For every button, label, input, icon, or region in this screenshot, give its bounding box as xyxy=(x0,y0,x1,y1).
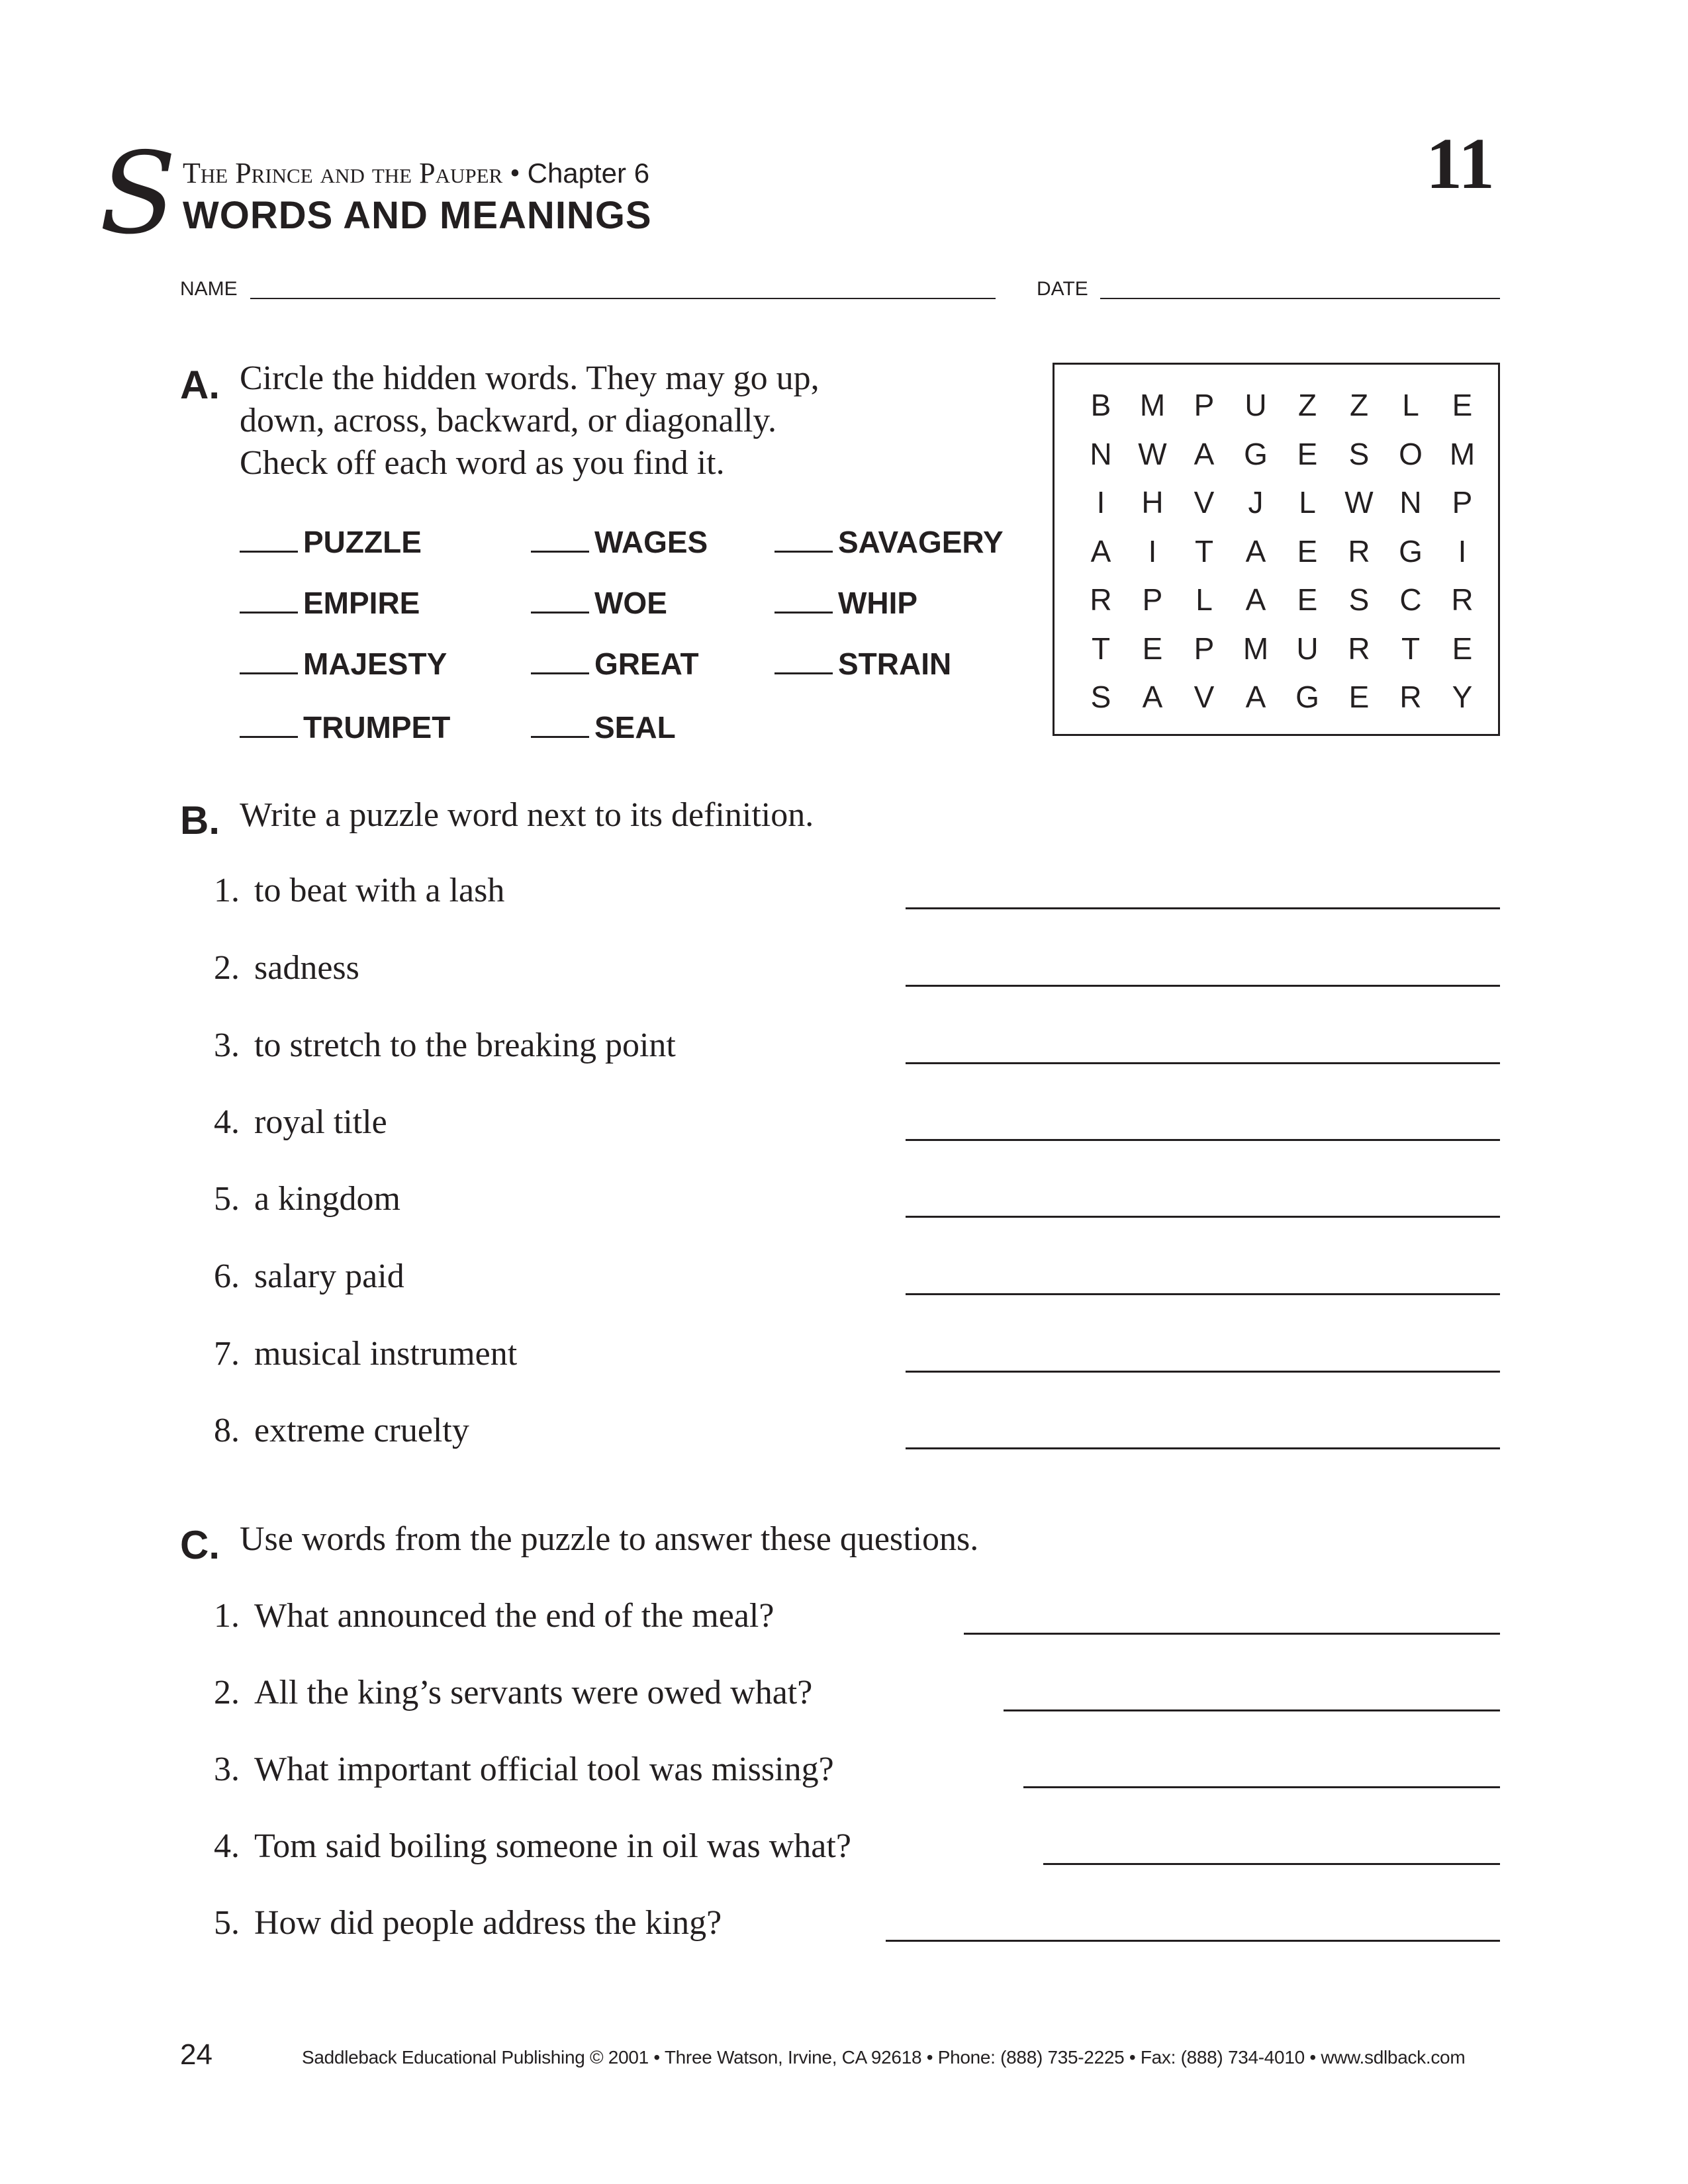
puzzle-letter[interactable]: P xyxy=(1194,388,1215,422)
puzzle-letter[interactable]: A xyxy=(1245,533,1266,569)
section-c-letter: C. xyxy=(180,1523,220,1567)
word-checkbox-empire[interactable]: EMPIRE xyxy=(240,588,420,618)
puzzle-letter[interactable]: E xyxy=(1452,388,1473,422)
question-answer-line[interactable] xyxy=(1023,1784,1500,1788)
series-heading xyxy=(183,156,649,190)
puzzle-letter[interactable]: W xyxy=(1344,485,1374,520)
definition-item: 7. musical instrument xyxy=(214,1335,518,1373)
puzzle-letter[interactable]: G xyxy=(1399,533,1423,569)
question-answer-line[interactable] xyxy=(1043,1861,1500,1865)
puzzle-letter[interactable]: A xyxy=(1245,582,1266,617)
question-answer-line[interactable] xyxy=(886,1938,1500,1942)
puzzle-letter[interactable]: S xyxy=(1348,582,1370,617)
word-checkbox-puzzle[interactable]: PUZZLE xyxy=(240,527,422,557)
puzzle-letter[interactable]: R xyxy=(1451,582,1474,617)
puzzle-letter[interactable]: U xyxy=(1296,631,1319,666)
definition-answer-line[interactable] xyxy=(906,905,1500,909)
worksheet-title: WORDS AND MEANINGS xyxy=(183,194,652,237)
puzzle-letter[interactable]: A xyxy=(1245,680,1266,714)
definition-answer-line[interactable] xyxy=(906,1137,1500,1141)
section-a-instructions xyxy=(240,357,820,484)
puzzle-letter[interactable]: Z xyxy=(1349,388,1369,422)
puzzle-letter[interactable]: E xyxy=(1452,631,1473,666)
definition-item: 6. salary paid xyxy=(214,1257,404,1295)
puzzle-letter[interactable]: R xyxy=(1090,582,1112,617)
word-checkbox-wages[interactable]: WAGES xyxy=(531,527,708,557)
book-title: The Prince and the Pauper xyxy=(183,157,503,189)
puzzle-letter[interactable]: R xyxy=(1348,533,1370,569)
puzzle-letter[interactable]: M xyxy=(1139,388,1166,422)
definition-answer-line[interactable] xyxy=(906,983,1500,987)
puzzle-letter[interactable]: E xyxy=(1142,631,1163,666)
date-field[interactable] xyxy=(1100,296,1500,299)
definition-answer-line[interactable] xyxy=(906,1291,1500,1295)
word-checkbox-savagery[interactable]: SAVAGERY xyxy=(774,527,1004,557)
puzzle-letter[interactable]: Y xyxy=(1452,680,1473,714)
section-a-letter: A. xyxy=(180,363,220,407)
section-b-letter: B. xyxy=(180,798,220,842)
word-checkbox-majesty[interactable]: MAJESTY xyxy=(240,649,447,679)
question-item: 2. All the king’s servants were owed what? xyxy=(214,1674,813,1711)
puzzle-letter[interactable]: E xyxy=(1297,533,1318,569)
definition-item: 5. a kingdom xyxy=(214,1180,400,1218)
puzzle-letter[interactable]: S xyxy=(1090,680,1111,714)
puzzle-letter[interactable]: M xyxy=(1449,436,1476,471)
definition-answer-line[interactable] xyxy=(906,1445,1500,1449)
puzzle-letter[interactable]: G xyxy=(1295,680,1319,714)
section-c-instructions: Use words from the puzzle to answer these questions. xyxy=(240,1520,979,1558)
word-checkbox-great[interactable]: GREAT xyxy=(531,649,699,679)
puzzle-letter[interactable]: L xyxy=(1196,582,1213,617)
puzzle-letter[interactable]: I xyxy=(1096,485,1105,520)
puzzle-letter[interactable]: A xyxy=(1142,680,1163,714)
puzzle-letter[interactable]: G xyxy=(1244,436,1268,471)
question-item: 5. How did people address the king? xyxy=(214,1904,722,1942)
publisher-logo: S xyxy=(99,128,177,259)
publisher-info: Saddleback Educational Publishing © 2001 • Three Watson, Irvine, CA 92618 • Phone: (888) 735-2225 • Fax: (888) 734-4010 • www.sdlback.com xyxy=(302,2047,1466,2068)
puzzle-letter[interactable]: M xyxy=(1243,631,1269,666)
definition-answer-line[interactable] xyxy=(906,1060,1500,1064)
puzzle-letter[interactable]: A xyxy=(1194,436,1215,471)
puzzle-letter[interactable]: C xyxy=(1399,582,1422,617)
instruction-line: Circle the hidden words. They may go up, xyxy=(240,359,820,397)
puzzle-letter[interactable]: P xyxy=(1452,485,1473,520)
page-number: 24 xyxy=(180,2038,212,2071)
title-separator: • xyxy=(510,157,520,189)
puzzle-letter[interactable]: O xyxy=(1399,436,1423,471)
word-checkbox-whip[interactable]: WHIP xyxy=(774,588,917,618)
puzzle-letter[interactable]: I xyxy=(1458,533,1467,569)
puzzle-letter[interactable]: Z xyxy=(1297,388,1317,422)
question-item: 4. Tom said boiling someone in oil was what? xyxy=(214,1827,851,1865)
name-label: NAME xyxy=(180,278,238,300)
question-item: 1. What announced the end of the meal? xyxy=(214,1597,774,1635)
puzzle-letter[interactable]: T xyxy=(1194,533,1214,569)
puzzle-letter[interactable]: N xyxy=(1090,436,1112,471)
question-item: 3. What important official tool was missing? xyxy=(214,1751,834,1788)
puzzle-letter[interactable]: A xyxy=(1090,533,1111,569)
question-answer-line[interactable] xyxy=(964,1631,1500,1635)
word-checkbox-woe[interactable]: WOE xyxy=(531,588,667,618)
worksheet-number: 11 xyxy=(1426,123,1495,204)
puzzle-letter[interactable]: R xyxy=(1399,680,1422,714)
puzzle-letter[interactable]: U xyxy=(1244,388,1267,422)
definition-item: 4. royal title xyxy=(214,1103,387,1141)
definition-item: 8. extreme cruelty xyxy=(214,1412,469,1449)
puzzle-letter[interactable]: E xyxy=(1297,436,1318,471)
puzzle-letter[interactable]: V xyxy=(1194,680,1215,714)
section-b-instructions: Write a puzzle word next to its definition. xyxy=(240,796,814,834)
puzzle-letter[interactable]: W xyxy=(1138,436,1167,471)
instruction-line: down, across, backward, or diagonally. xyxy=(240,402,777,439)
puzzle-letter[interactable]: P xyxy=(1142,582,1163,617)
puzzle-letter[interactable]: V xyxy=(1194,485,1215,520)
chapter-label: Chapter 6 xyxy=(527,158,650,189)
instruction-line: Check off each word as you find it. xyxy=(240,444,725,482)
puzzle-letter[interactable]: L xyxy=(1402,388,1419,422)
definition-item: 3. to stretch to the breaking point xyxy=(214,1026,676,1064)
definition-answer-line[interactable] xyxy=(906,1214,1500,1218)
definition-item: 1. to beat with a lash xyxy=(214,872,505,909)
puzzle-letter[interactable]: J xyxy=(1248,485,1264,520)
puzzle-letter[interactable]: B xyxy=(1090,388,1111,422)
date-label: DATE xyxy=(1037,278,1088,300)
question-answer-line[interactable] xyxy=(1004,1707,1500,1711)
word-checkbox-seal[interactable]: SEAL xyxy=(531,712,676,743)
word-checkbox-strain[interactable]: STRAIN xyxy=(774,649,951,679)
puzzle-letter[interactable]: T xyxy=(1401,631,1421,666)
puzzle-letter[interactable]: E xyxy=(1348,680,1370,714)
puzzle-letter[interactable]: L xyxy=(1299,485,1316,520)
definition-item: 2. sadness xyxy=(214,949,359,987)
word-search-grid xyxy=(1053,363,1500,736)
puzzle-letter[interactable]: I xyxy=(1148,533,1157,569)
puzzle-letter[interactable]: N xyxy=(1399,485,1422,520)
puzzle-letter[interactable]: E xyxy=(1297,582,1318,617)
puzzle-letter[interactable]: P xyxy=(1194,631,1215,666)
word-checkbox-trumpet[interactable]: TRUMPET xyxy=(240,712,450,743)
puzzle-letter[interactable]: H xyxy=(1141,485,1164,520)
name-field[interactable] xyxy=(250,296,996,299)
definition-answer-line[interactable] xyxy=(906,1369,1500,1373)
puzzle-letter[interactable]: R xyxy=(1348,631,1370,666)
puzzle-letter[interactable]: S xyxy=(1348,436,1370,471)
puzzle-letter[interactable]: T xyxy=(1091,631,1111,666)
